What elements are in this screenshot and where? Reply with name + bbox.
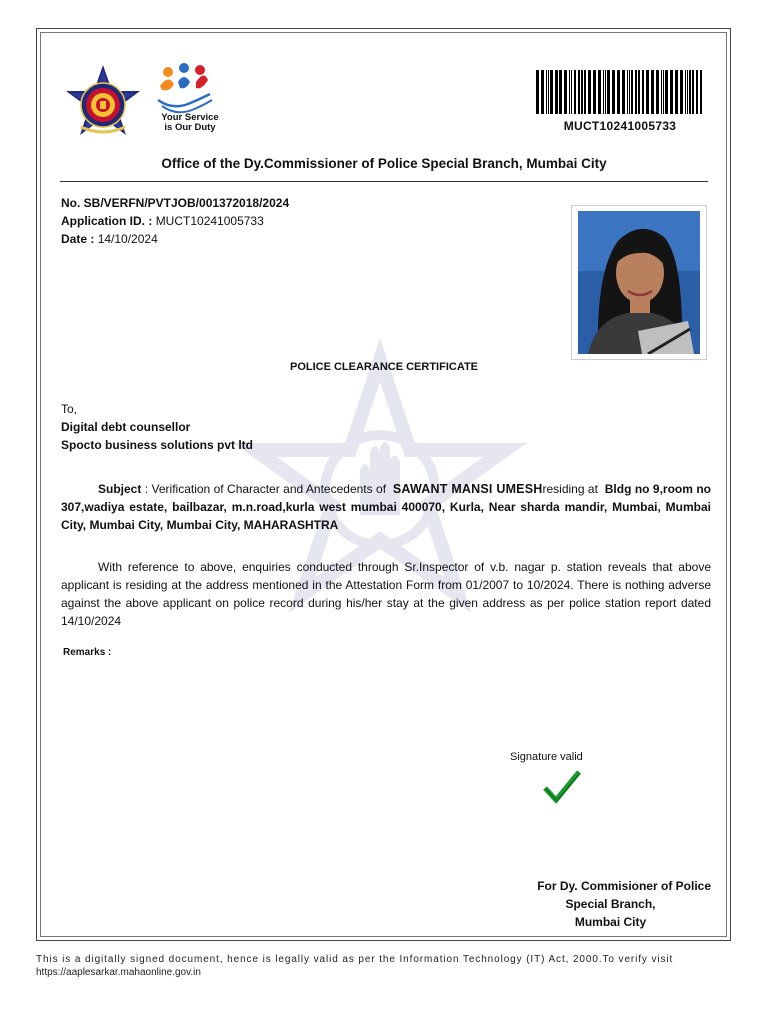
- application-id-value: MUCT10241005733: [155, 214, 264, 228]
- tagline-line1: Your Service: [161, 112, 219, 123]
- barcode-number: MUCT10241005733: [563, 119, 677, 133]
- footer-note: [36, 953, 736, 979]
- tagline-line2: is Our Duty: [164, 122, 216, 133]
- header-divider: [60, 181, 708, 182]
- application-id-row: [61, 212, 264, 230]
- verification-url[interactable]: https://aaplesarkar.mahaonline.gov.in: [36, 967, 201, 978]
- body-paragraph: [61, 558, 711, 630]
- date-row: [61, 230, 158, 248]
- subject-paragraph: [61, 480, 711, 534]
- signoff-line3: Mumbai City: [574, 915, 647, 929]
- green-check-icon: [542, 768, 582, 806]
- subject-label: Subject: [98, 482, 142, 496]
- date-value: 14/10/2024: [97, 232, 158, 246]
- applicant-address: Bldg no 9,room no 307,wadiya estate, bailbazar, m.n.road,kurla west mumbai 400070, Kurla, Near sharda mandir, Mumbai, Mumbai City, Mumbai City, Mumbai City, MAHARASHTRA: [61, 482, 711, 532]
- reference-number-value: No. SB/VERFN/PVTJOB/001372018/2024: [61, 196, 290, 210]
- signoff-line2: Special Branch,: [565, 897, 656, 911]
- subject-residing: residing at: [542, 482, 598, 496]
- recipient-line1: Digital debt counsellor: [61, 420, 191, 434]
- office-title: Office of the Dy.Commissioner of Police Special Branch, Mumbai City: [161, 156, 607, 171]
- remarks-label: Remarks :: [63, 647, 112, 658]
- application-id-label: Application ID. :: [61, 214, 153, 228]
- signature-status: Signature valid: [510, 751, 583, 763]
- subject-text: : Verification of Character and Antecedents of: [144, 482, 387, 496]
- recipient-salutation: To,: [61, 402, 78, 416]
- applicant-photo: [578, 211, 700, 354]
- reference-number: [61, 194, 289, 212]
- signoff-block: [510, 877, 711, 931]
- certificate-title: POLICE CLEARANCE CERTIFICATE: [289, 361, 479, 373]
- recipient-line2: Spocto business solutions pvt ltd: [61, 438, 254, 452]
- mumbai-police-emblem-icon: [60, 64, 146, 144]
- tagline: [150, 113, 230, 133]
- barcode-icon: [536, 70, 704, 114]
- date-label: Date :: [61, 232, 95, 246]
- applicant-name: SAWANT MANSI UMESH: [392, 482, 543, 496]
- footer-legal-text: This is a digitally signed document, hence is legally valid as per the Information Technology (IT) Act, 2000.To verify visit: [36, 954, 674, 965]
- body-text: With reference to above, enquiries conducted through Sr.Inspector of v.b. nagar p. station reveals that above applicant is residing at the address mentioned in the Attestation Form from 01/2007 to 10/2024. There is nothing adverse against the above applicant on police record during his/her stay at the given address as per police station report dated 14/10/2024: [61, 560, 711, 628]
- signoff-line1: For Dy. Commisioner of Police: [537, 879, 711, 893]
